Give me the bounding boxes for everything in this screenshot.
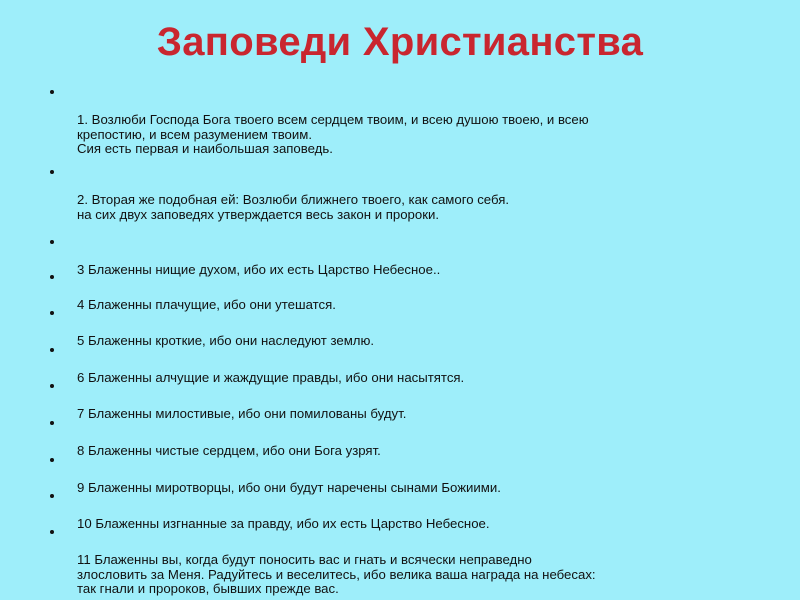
bullet-icon bbox=[50, 240, 54, 244]
bullet-icon bbox=[50, 275, 54, 279]
list-item-text: 9 Блаженны миротворцы, ибо они будут наречены сынами Божиими. bbox=[77, 480, 501, 495]
bullet-icon bbox=[50, 170, 54, 174]
bullet-icon bbox=[50, 494, 54, 498]
list-item-text: 2. Вторая же подобная ей: Возлюби ближнего твоего, как самого себя. на сих двух заповедях утверждается весь закон и пророки. bbox=[77, 192, 510, 222]
bullet-icon bbox=[50, 530, 54, 534]
bullet-icon bbox=[50, 311, 54, 315]
list-item-text: 10 Блаженны изгнанные за правду, ибо их есть Царство Небесное. bbox=[77, 516, 490, 531]
list-item bbox=[77, 524, 777, 597]
slide-title: Заповеди Христианства bbox=[156, 20, 644, 64]
list-item-text: 1. Возлюби Господа Бога твоего всем сердцем твоим, и всею душою твоею, и всею крепостию, и всем разумением твоим. Сия есть первая и наибольшая заповедь. bbox=[77, 112, 589, 156]
list-item-text: 6 Блаженны алчущие и жаждущие правды, ибо они насытятся. bbox=[77, 370, 465, 385]
list-item bbox=[77, 84, 777, 157]
list-item-text: 11 Блаженны вы, когда будут поносить вас и гнать и всячески неправедно злословить за Меня. Радуйтесь и веселитесь, ибо велика ваша награда на небесах: так гнали и пророков, бывших прежде вас. bbox=[77, 552, 596, 596]
bullet-icon bbox=[50, 458, 54, 462]
list-item-text: 7 Блаженны милостивые, ибо они помилованы будут. bbox=[77, 406, 407, 421]
list-item-text: 8 Блаженны чистые сердцем, ибо они Бога узрят. bbox=[77, 443, 381, 458]
list-item-text: 3 Блаженны нищие духом, ибо их есть Царство Небесное.. bbox=[77, 262, 441, 277]
bullet-icon bbox=[50, 384, 54, 388]
list-item bbox=[77, 164, 777, 222]
bullet-icon bbox=[50, 348, 54, 352]
list-item-text: 4 Блаженны плачущие, ибо они утешатся. bbox=[77, 297, 336, 312]
bullet-icon bbox=[50, 421, 54, 425]
bullet-icon bbox=[50, 90, 54, 94]
list-item-text: 5 Блаженны кроткие, ибо они наследуют землю. bbox=[77, 333, 375, 348]
